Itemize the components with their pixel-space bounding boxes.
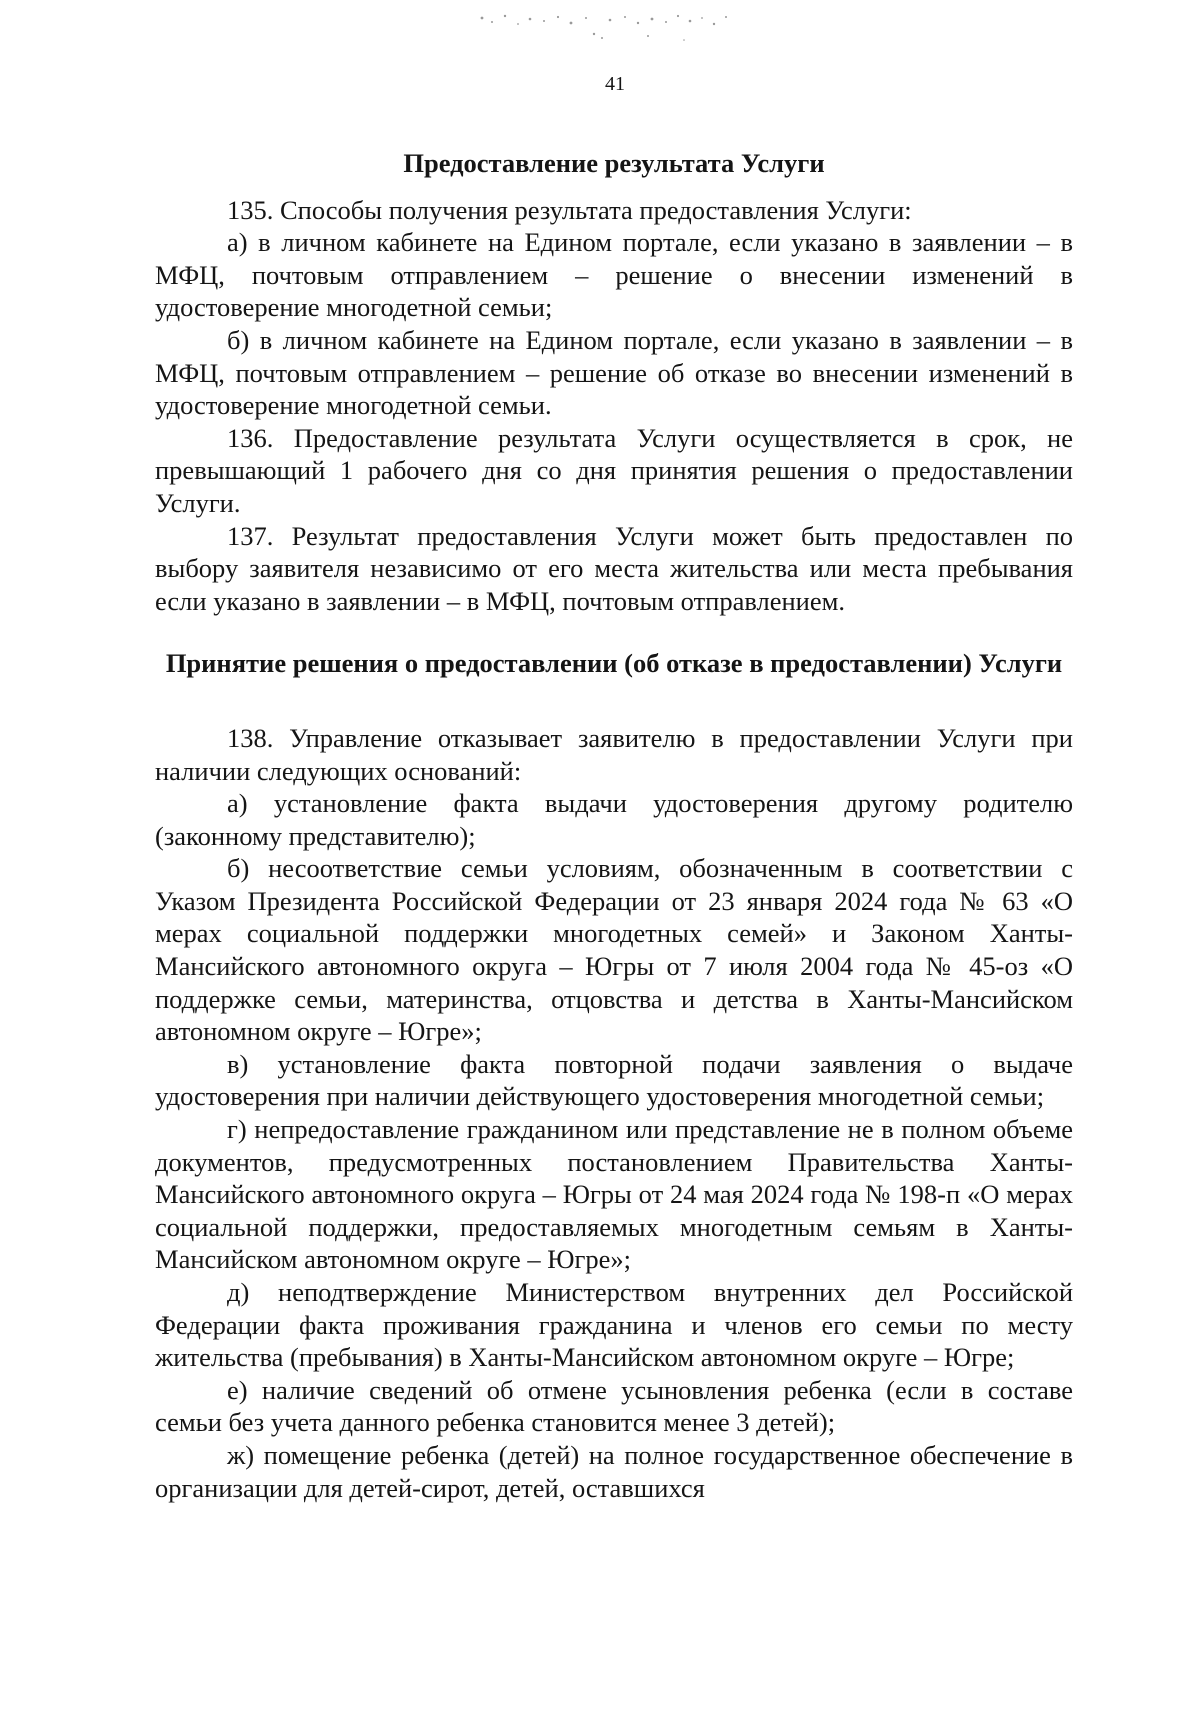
section-heading-decision: Принятие решения о предоставлении (об отказе в предоставлении) Услуги [165, 648, 1063, 679]
document-body [155, 147, 1073, 1504]
paragraph-136: 136. Предоставление результата Услуги осуществляется в срок, не превышающий 1 рабочего дня со дня принятия решения о предоставлении Услуги. [155, 422, 1073, 518]
paragraph-138-zh: ж) помещение ребенка (детей) на полное государственное обеспечение в организации для детей-сирот, детей, оставшихся [155, 1439, 1073, 1503]
paragraph-135: 135. Способы получения результата предоставления Услуги: [227, 194, 912, 225]
page-number: 41 [605, 73, 625, 95]
paragraph-138-v: в) установление факта повторной подачи заявления о выдаче удостоверения при наличии действующего удостоверения многодетной семьи; [155, 1048, 1073, 1112]
paragraph-135-b: б) в личном кабинете на Едином портале, если указано в заявлении – в МФЦ, почтовым отправлением – решение об отказе во внесении изменений в удостоверение многодетной семьи. [155, 324, 1073, 421]
paragraph-137: 137. Результат предоставления Услуги может быть предоставлен по выбору заявителя независимо от его места жительства или места пребывания если указано в заявлении – в МФЦ, почтовым отправлением. [155, 520, 1073, 616]
paragraph-138-b: б) несоответствие семьи условиям, обозначенным в соответствии с Указом Президента Российской Федерации от 23 января 2024 года № 63 «О мерах социальной поддержки многодетных семей» и Законом Ханты-Мансийского автономного округа – Югры от 7 июля 2004 года № 45-оз «О поддержке семьи, материнства, отцовства и детства в Ханты-Мансийском автономном округе – Югре»; [155, 853, 1073, 1047]
paragraph-138-e: е) наличие сведений об отмене усыновления ребенка (если в составе семьи без учета данного ребенка становится менее 3 детей); [155, 1374, 1073, 1438]
paragraph-135-a: а) в личном кабинете на Едином портале, если указано в заявлении – в МФЦ, почтовым отправлением – решение о внесении изменений в удостоверение многодетной семьи; [155, 227, 1073, 323]
paragraph-138: 138. Управление отказывает заявителю в предоставлении Услуги при наличии следующих оснований: [155, 722, 1073, 786]
scan-artifact [470, 8, 740, 46]
paragraph-138-g: г) непредоставление гражданином или представление не в полном объеме документов, предусмотренных постановлением Правительства Ханты-Мансийского автономного округа – Югры от 24 мая 2024 года № 198-п «О мерах социальной поддержки, предоставляемых многодетным семьям в Ханты-Мансийском автономном округе – Югре»; [155, 1114, 1073, 1275]
section-heading-result: Предоставление результата Услуги [403, 148, 825, 178]
paragraph-138-a: а) установление факта выдачи удостоверения другому родителю (законному представителю); [155, 788, 1073, 851]
paragraph-138-d: д) неподтверждение Министерством внутренних дел Российской Федерации факта проживания гражданина и членов его семьи по месту жительства (пребывания) в Ханты-Мансийском автономном округе – Югре; [155, 1277, 1073, 1373]
